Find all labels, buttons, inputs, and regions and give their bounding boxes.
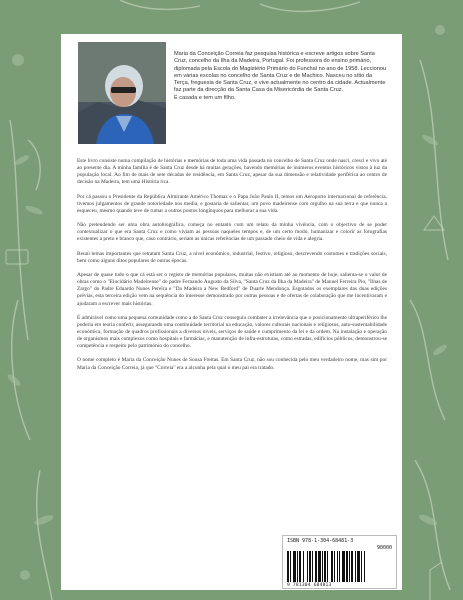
description-paragraph: Este livro consiste numa compilação de histórias e memórias de toda uma vida passada no concelho de Santa Cruz onde nasci, cresci e vivo até ao presente dia. A minha família é de Santa Cruz desde há muitas gerações, havendo memórias de inúmeros eventos históricos vistos à luz da população local. Ao fim de mais de sete décadas de residência, em Santa Cruz, apesar da sua dimensão e relatividade periférica ao centro de decisão na Madeira, tem uma História rica.	[77, 158, 387, 186]
book-description	[77, 158, 387, 379]
description-paragraph: O nome completo é Maria da Conceição Nunes de Sousa Freitas. Em Santa Cruz, não sou conhecida pelo meu verdadeiro nome, mas sim por Maria da Conceição Correia, já que "Correia" era a alcunha pela qual o meu pai era tratado.	[77, 357, 387, 371]
description-paragraph: Reuni temas importantes que retratam Santa Cruz, a nível económico, industrial, festivo, religioso, descrevendo costumes e tradições sociais, bem como alguns ditos populares de outras épocas.	[77, 250, 387, 264]
isbn-number: ISBN 978-1-304-68481-3	[287, 538, 354, 544]
barcode-digits: 9 781304 684813	[287, 583, 332, 588]
author-bio-closing: É casada e tem um filho.	[174, 94, 236, 101]
description-paragraph: Não pretendendo ser uma obra autobiográfica, começa no entanto com um relato da minha vivência, com o objectivo de se poder contextualizar o que era Santa Cruz e como viviam as pessoas naqueles tempos e, de um certo modo, humanizar e colorir as fotografias existentes a preto e branco que, caso contrário, seriam as únicas referências de um passado cheio de vida e alegria.	[77, 222, 387, 243]
description-paragraph: Apesar de quase tudo o que cá está ser o registo de memórias populares, muitas não existiam até ao momento de hoje, salienta-se o valor de obras como o "Elucidário Madeirense" do padre Fernando Augusto da Silva, "Santa Cruz da Ilha da Madeira" de Manuel Ferreira Pio, "Ilhas de Zargo" do Padre Eduardo Nunes Pereira e "Da Madeira a New Bedford" de Duarte Mendonça. Esgotados os exemplares das duas edições prévias, esta terceira edição vem na sequência do interesse demonstrado por outras pessoas e de ofertas de colaboração que me incentivaram e ajudaram a escrever mais histórias.	[77, 271, 387, 307]
author-bio	[174, 51, 388, 102]
description-paragraph: Por cá passou o Presidente da República Almirante Américo Thomaz e o Papa João Paulo II, temos um Aeroporto internacional de referência, tivemos julgamentos de grande notoriedade nos media, e gostaria de salientar, um povo madeirense com orgulho na sua terra e que nunca a esqueceu, mesmo quando teve de rumar a outros pontos longínquos para melhorar a sua vida.	[77, 193, 387, 214]
isbn-barcode	[282, 535, 397, 589]
barcode-bars	[287, 551, 394, 582]
price-code: 90000	[376, 545, 392, 551]
author-photo	[78, 42, 166, 144]
back-cover-panel	[61, 34, 402, 590]
description-paragraph: É admirável como uma pequena comunidade como a de Santa Cruz conseguiu combater a irrelevância que o posicionamento ultraperiférico lhe poderia em teoria conferir, assegurando uma continuidade territorial na educação, valores culturais nacionais e religiosos, auto-sustentabilidade económica, formação de quadros profissionais a diversos níveis, serviços de saúde e cumprimento da lei e da ordem. Na instalação e operação de organismos mais complexos como hospitais e farmácias, e manutenção de infra-estruturas, como estradas, edifícios públicos, demonstrou-se competência e respeito pelo património do concelho.	[77, 314, 387, 350]
author-bio-text: Maria da Conceição Correia faz pesquisa histórica e escreve artigos sobre Santa Cruz, concelho da Ilha da Madeira, Portugal. Foi professora do ensino primário, diplomada pela Escola do Magistério Primário do Funchal no ano de 1958. Leccionou em várias escolas no concelho de Santa Cruz e de Machico. Nasceu no sítio da Terça, freguesia de Santa Cruz, e vive actualmente no centro da cidade. Actualmente faz parte da direcção da Santa Casa da Misericórdia de Santa Cruz.	[174, 51, 387, 94]
